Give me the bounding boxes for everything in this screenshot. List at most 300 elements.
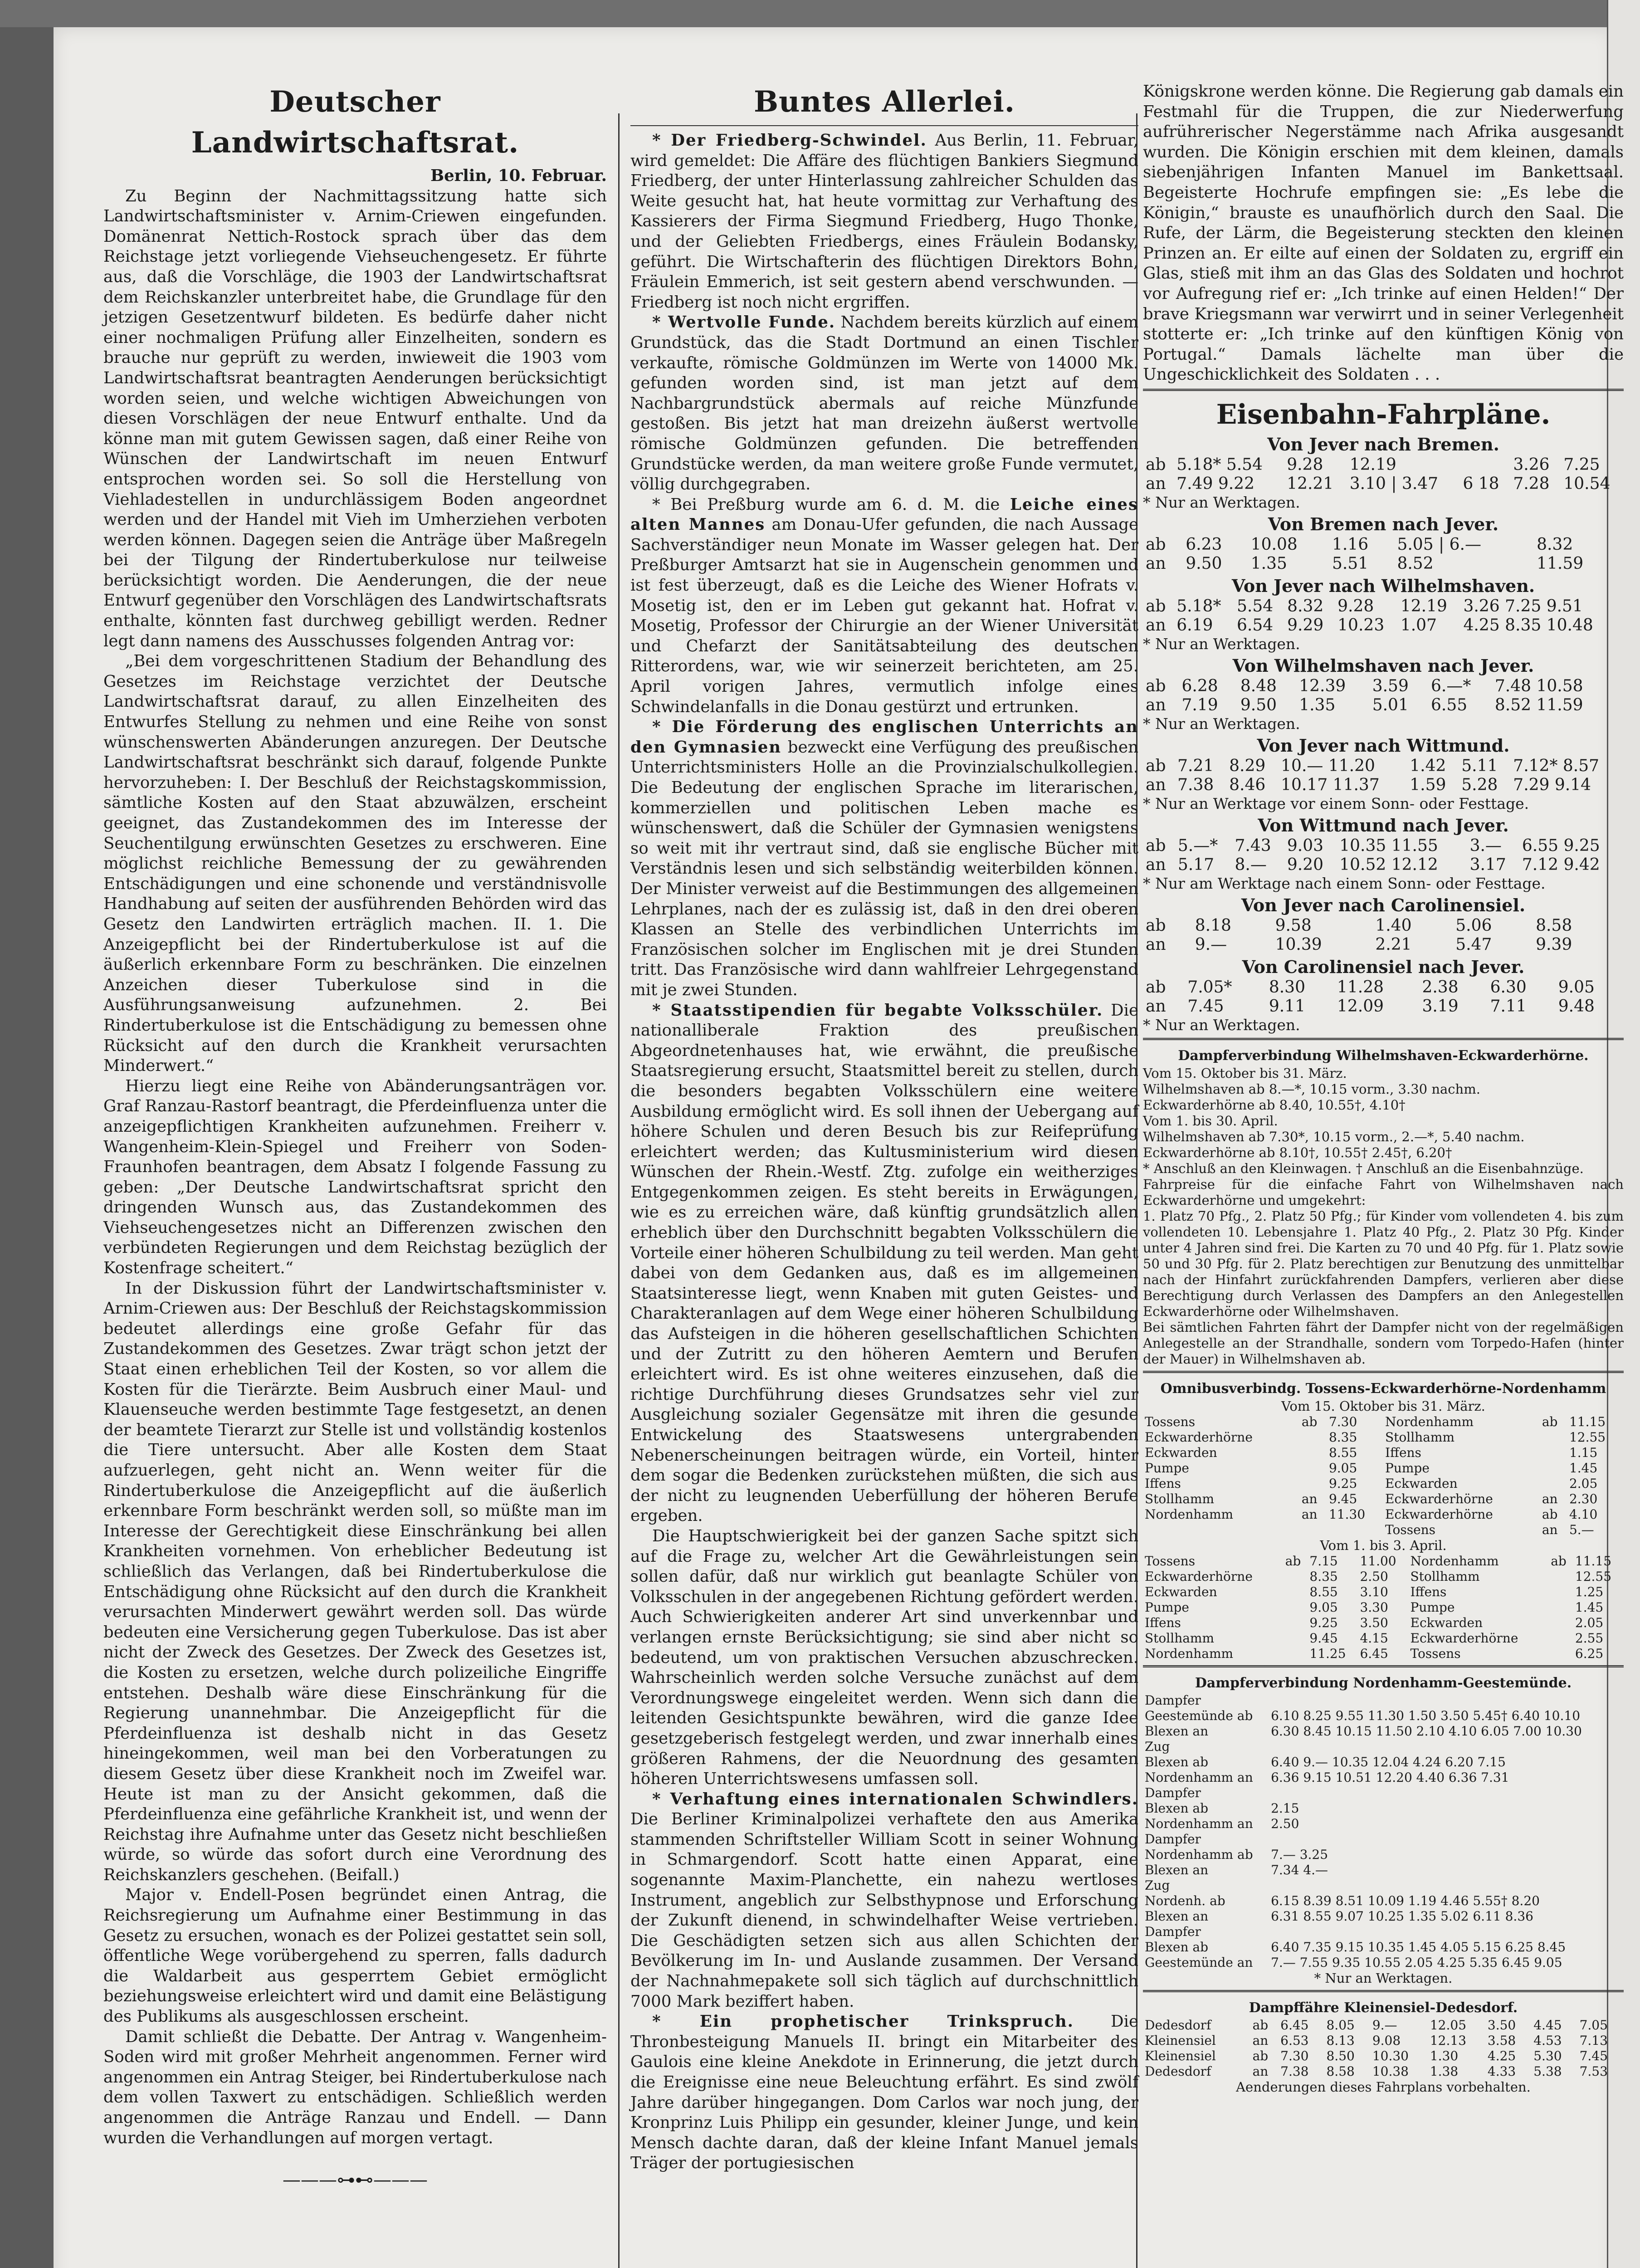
table-cell: Nordenhamm an xyxy=(1145,1769,1253,1785)
table-cell: Pumpe xyxy=(1410,1599,1455,1615)
time-cell: 6.19 xyxy=(1176,616,1213,635)
table-cell xyxy=(1549,1600,1573,1615)
table-cell: 7.05 xyxy=(1579,2017,1608,2033)
timetable-heading: Eisenbahn-Fahrpläne. xyxy=(1216,398,1551,430)
timetable-row xyxy=(1143,677,1624,696)
table-cell: 4.33 xyxy=(1487,2063,1516,2079)
table-cell: ab xyxy=(1551,1553,1567,1569)
time-cell: 1.35 xyxy=(1299,695,1336,714)
time-cell: an xyxy=(1146,997,1166,1016)
table-cell: Eckwarden xyxy=(1410,1615,1483,1630)
time-cell: 12.09 xyxy=(1337,997,1384,1016)
table-cell: 1.38 xyxy=(1430,2063,1459,2079)
time-cell: 1.42 xyxy=(1410,756,1446,775)
time-cell xyxy=(1460,455,1510,474)
schedule-line: * Anschluß an den Kleinwagen. † Anschluß an die Eisenbahnzüge. xyxy=(1143,1160,1584,1176)
ferry-schedule xyxy=(1143,1066,1624,1367)
table-cell: Blexen ab xyxy=(1145,1754,1209,1769)
time-cell: 5.54 xyxy=(1237,596,1274,616)
omnibus-table xyxy=(1143,1554,1624,1662)
table-row xyxy=(1143,1461,1624,1476)
table-row xyxy=(1143,1847,1624,1862)
time-cell: 5.28 xyxy=(1461,775,1498,794)
ferry-table xyxy=(1143,1693,1624,1970)
article-landwirtschaftsrat xyxy=(103,82,607,2194)
timetable-row xyxy=(1143,696,1624,715)
table-row xyxy=(1143,1600,1624,1615)
table-cell: Eckwarden xyxy=(1385,1476,1458,1491)
schedule-line: 1. Platz 70 Pfg., 2. Platz 50 Pfg.; für Kinder vom vollendeten 4. bis zum vollendeten 10. Lebensjahre 1. Platz 40 Pfg., 2. Platz 30 Pfg. Kinder unter 4 Jahren sind frei. Die Karten zu 70 und 40 Pfg. für 1. Platz sowie 50 und 30 Pfg. für 2. Platz berechtigen zur Benutzung des unmittelbar nach der Hinfahrt zurückfahrenden Dampfers, verlieren aber diese Berechtigung durch Verlassen des Dampfers an den Anlegestellen Eckwarderhörne oder Wilhelmshaven. xyxy=(1143,1208,1624,1319)
time-cell: 7.19 xyxy=(1181,695,1218,714)
time-cell: 9.— xyxy=(1195,935,1227,954)
table-cell: Eckwarderhörne xyxy=(1385,1506,1493,1522)
time-cell: 1.40 xyxy=(1375,916,1412,935)
time-cell: 6.28 xyxy=(1181,676,1218,695)
table-row xyxy=(1143,1631,1624,1646)
time-cell: 10.54 xyxy=(1563,474,1611,493)
table-cell xyxy=(1269,1878,1624,1893)
schedule-line: Eckwarderhörne ab 8.40, 10.55†, 4.10† xyxy=(1143,1097,1406,1113)
table-cell: Dampfer xyxy=(1145,1692,1201,1708)
table-cell: 2.30 xyxy=(1569,1491,1598,1506)
table-cell xyxy=(1300,1430,1327,1445)
time-cell: ab xyxy=(1146,535,1166,554)
time-cell: 5.47 xyxy=(1455,935,1492,954)
table-cell: 9.25 xyxy=(1328,1476,1357,1491)
table-row xyxy=(1143,1893,1624,1909)
table-cell: ab xyxy=(1542,1506,1558,1522)
table-cell xyxy=(1549,1646,1573,1662)
table-cell: Nordenhamm xyxy=(1385,1414,1474,1429)
table-cell: 9.05 xyxy=(1309,1599,1338,1615)
table-cell: Iffens xyxy=(1410,1584,1447,1599)
timetable-row xyxy=(1143,535,1624,554)
divider xyxy=(1143,1371,1624,1373)
table-cell: Nordenhamm an xyxy=(1145,1816,1253,1831)
table-cell: 1.30 xyxy=(1430,2048,1459,2063)
time-cell: 12.21 xyxy=(1287,474,1334,493)
table-cell xyxy=(1540,1430,1567,1445)
table-cell: 2.15 xyxy=(1271,1800,1299,1816)
table-cell: 11.15 xyxy=(1569,1414,1606,1429)
table-cell xyxy=(1269,1924,1624,1940)
news-item: * Die Förderung des englischen Unterrichts an den Gymnasien bezweckt eine Verfügung des preußischen Unterrichtsministers Holle an die Provinzialschulkollegien. Die Bedeutung der englischen Sprache im literarischen, kommerziellen und politischen Leben mache es wünschenswert, daß die Schüler der Gymnasien wenigstens so weit mit ihr vertraut sind, daß sie englische Bücher mit Verständnis lesen und sich selbständig weiterbilden können. Der Minister verweist auf die Bestimmungen des allgemeinen Lehrplanes, nach der es zulässig ist, daß in den drei oberen Klassen an Stelle des verbindlichen Unterrichts im Französischen solcher im Englischen mit je drei Stunden tritt. Das Französische wird dann wahlfreier Lehrgegenstand mit je zwei Stunden. xyxy=(630,718,1138,999)
table-cell: Blexen an xyxy=(1145,1908,1209,1924)
table-cell: 5.30 xyxy=(1533,2048,1562,2063)
table-cell: Tossens xyxy=(1385,1522,1436,1537)
divider xyxy=(1143,389,1624,391)
schedule-line: Fahrpreise für die einfache Fahrt von Wilhelmshaven nach Eckwarderhörne und umgekehrt: xyxy=(1143,1176,1624,1208)
table-cell: 6.45 xyxy=(1280,2017,1309,2033)
table-row xyxy=(1143,1646,1624,1662)
table-cell: Blexen an xyxy=(1145,1862,1209,1877)
timetable-footnote: * Nur an Werktagen. xyxy=(1143,1016,1300,1034)
schedule-line: Vom 15. Oktober bis 31. März. xyxy=(1143,1065,1347,1081)
time-cell: 3.19 xyxy=(1422,997,1459,1016)
time-cell: 8.58 xyxy=(1536,916,1572,935)
table-cell: 8.35 xyxy=(1328,1429,1357,1445)
timetable-row xyxy=(1143,997,1624,1016)
table-cell xyxy=(1284,1600,1308,1615)
table-row xyxy=(1143,1862,1624,1878)
time-cell: 10.17 11.37 xyxy=(1281,775,1380,794)
table-cell: 11.00 xyxy=(1360,1553,1396,1569)
table-cell xyxy=(1327,1522,1383,1538)
time-cell: 11.59 xyxy=(1537,554,1584,573)
omnibus-period: Vom 15. Oktober bis 31. März. xyxy=(1281,1398,1485,1414)
table-row xyxy=(1143,1491,1624,1507)
table-cell: ab xyxy=(1252,2048,1269,2063)
table-cell xyxy=(1549,1615,1573,1631)
table-cell: 8.35 xyxy=(1309,1569,1338,1584)
time-cell: ab xyxy=(1146,916,1166,935)
table-cell: Dampfer xyxy=(1145,1785,1201,1800)
timetable-footnote: * Nur an Werktagen. xyxy=(1143,493,1300,511)
table-cell: 3.50 xyxy=(1487,2017,1516,2033)
time-cell: 6.—* xyxy=(1431,676,1471,695)
table-cell: 8.13 xyxy=(1326,2033,1355,2048)
table-cell: 9.45 xyxy=(1328,1491,1357,1506)
table-row xyxy=(1143,1522,1624,1538)
table-cell: Kleinensiel xyxy=(1145,2048,1216,2063)
time-cell: 9.48 xyxy=(1558,997,1595,1016)
time-cell: 7.12 9.42 xyxy=(1522,855,1600,874)
time-cell: 8.18 xyxy=(1195,916,1231,935)
time-cell: 10.08 xyxy=(1250,535,1298,554)
table-cell: 8.58 xyxy=(1326,2063,1355,2079)
time-cell: 6.30 xyxy=(1490,978,1527,997)
table-cell: 2.50 xyxy=(1271,1816,1299,1831)
table-cell: 9.25 xyxy=(1309,1615,1338,1630)
time-cell: 5.11 xyxy=(1461,756,1498,775)
route-title: Von Jever nach Carolinensiel. xyxy=(1241,894,1526,915)
timetable-row xyxy=(1143,554,1624,573)
table-row xyxy=(1143,1832,1624,1847)
time-cell: 7.45 xyxy=(1187,997,1224,1016)
section-buntes-allerlei xyxy=(630,82,1138,2174)
table-cell xyxy=(1300,1476,1327,1491)
table-cell xyxy=(1284,1631,1308,1646)
time-cell: 9.29 xyxy=(1287,616,1324,635)
end-ornament: ———⊶⊷——— xyxy=(283,2170,428,2191)
table-cell: 3.10 xyxy=(1360,1584,1388,1599)
table-row xyxy=(1143,1414,1624,1430)
table-cell: Geestemünde an xyxy=(1145,1955,1253,1970)
table-row xyxy=(1143,1785,1624,1801)
time-cell: an xyxy=(1146,855,1166,874)
table-cell: Dedesdorf xyxy=(1145,2017,1211,2033)
table-cell: 3.30 xyxy=(1360,1599,1388,1615)
table-cell xyxy=(1284,1569,1308,1584)
time-cell: 2.38 xyxy=(1422,978,1459,997)
table-cell: Stollhamm xyxy=(1145,1491,1215,1506)
table-cell: 12.05 xyxy=(1430,2017,1467,2033)
news-item: * Staatsstipendien für begabte Volksschüler. Die nationalliberale Fraktion des preußischen Abgeordnetenhauses hat, wie erwähnt, die preußische Staatsregierung ersucht, Staatsmittel bereit zu stellen, durch die besonders begabten Volksschülern eine weitere Ausbildung ermöglicht wird. Es soll ihnen der Uebergang auf höhere Schulen und deren Besuch bis zur Reifeprüfung erleichtert werden; das Kultusministerium wird diesen Wünschen der Rhein.-Westf. Ztg. zufolge ein weitherziges Entgegenkommen zeigen. Es steht bereits in Erwägungen, wie es zu erreichen wäre, daß künftig grundsätzlich allen erheblich über den Durchschnitt begabten Volksschülern die Vorteile einer höheren Schulbildung zu teil werden. Man geht dabei von dem Gedanken aus, daß es im allgemeinen Staatsinteresse liegt, wenn Knaben mit guten Geistes- und Charakteranlagen auf dem Wege einer höheren Schulbildung das Aufsteigen in die höheren gesellschaftlichen Schichten und der Zutritt zu den höheren Aemtern und Berufen erleichtert wird. Es ist ohne weiteres einzusehen, daß die richtige Durchführung dieses Grundsatzes sehr viel zur Ausgleichung sozialer Gegensätze mit ihren die gesunde Entwickelung des Staatswesens untergrabenden Nebenerscheinungen beitragen würde, ein Vorteil, hinter dem sogar die Bedenken zurückstehen müßten, die sich aus der nicht zu leugnenden Ueberfüllung der höheren Berufe ergeben. xyxy=(630,1001,1138,1525)
table-cell: Zug xyxy=(1145,1877,1170,1893)
time-cell: 7.48 10.58 xyxy=(1494,676,1583,695)
timetable-row xyxy=(1143,455,1624,474)
time-cell: 7.38 xyxy=(1177,775,1214,794)
time-cell: 1.16 xyxy=(1332,535,1369,554)
table-cell: Nordenhamm ab xyxy=(1145,1847,1253,1862)
table-row xyxy=(1143,1615,1624,1631)
table-cell xyxy=(1300,1522,1327,1538)
table-cell: 4.15 xyxy=(1360,1630,1388,1646)
table-cell: 7.13 xyxy=(1579,2033,1608,2048)
time-cell: 11.28 xyxy=(1337,978,1384,997)
time-cell: 9.28 xyxy=(1337,596,1374,616)
table-row xyxy=(1143,2018,1624,2033)
table-cell: 6.30 8.45 10.15 11.50 2.10 4.10 6.05 7.00 10.30 xyxy=(1271,1723,1582,1739)
table-row xyxy=(1143,1569,1624,1584)
ferry-table xyxy=(1143,2018,1624,2079)
paragraph: Die Hauptschwierigkeit bei der ganzen Sache spitzt sich auf die Frage zu, welcher Art die Gewährleistungen sein sollen dafür, daß nur wirklich gut beanlagte Schüler von Volksschulen in der angegebenen Richtung gefördert werden. Auch Schwierigkeiten anderer Art sind unverkennbar und verlangen ernste Berücksichtigung; sie sind aber nicht so bedeutend, um von praktischen Versuchen abzuschrecken. Wahrscheinlich werden solche Versuche zunächst auf dem Verordnungswege eingeleitet werden. Wenn sich dann die leitenden Gesichtspunkte bewähren, wird die ganze Idee gesetzgeberisch festgelegt werden, und zwar innerhalb eines größeren Rahmens, der die Neuordnung des gesamten höheren Unterrichtswesens umfassen soll. xyxy=(630,1526,1138,1789)
time-cell: 7.49 9.22 xyxy=(1176,474,1254,493)
table-cell: Blexen ab xyxy=(1145,1800,1209,1816)
table-cell: an xyxy=(1301,1506,1318,1522)
time-cell: 8.32 xyxy=(1537,535,1573,554)
table-cell xyxy=(1269,1693,1624,1708)
ferry-title: Dampferverbindung Wilhelmshaven-Eckwarderhörne. xyxy=(1178,1047,1589,1064)
table-cell: Nordenhamm xyxy=(1145,1506,1234,1522)
timetable-row xyxy=(1143,474,1624,494)
table-cell xyxy=(1549,1569,1573,1584)
time-cell: 12.19 xyxy=(1349,455,1396,474)
table-cell: 6.25 xyxy=(1575,1646,1604,1661)
table-cell xyxy=(1269,1739,1624,1755)
time-cell: 5.18* 5.54 xyxy=(1176,455,1263,474)
table-cell: ab xyxy=(1542,1414,1558,1429)
table-cell: 9.45 xyxy=(1309,1630,1338,1646)
table-cell: 5.— xyxy=(1569,1522,1594,1537)
time-cell: 7.12* 8.57 xyxy=(1513,756,1600,775)
table-cell: Eckwarderhörne xyxy=(1410,1630,1518,1646)
time-cell: 9.50 xyxy=(1240,695,1277,714)
table-cell: Tossens xyxy=(1410,1646,1461,1661)
route-title: Von Jever nach Bremen. xyxy=(1267,434,1499,455)
railway-timetables xyxy=(1143,434,1624,1034)
table-cell: 4.45 xyxy=(1533,2017,1562,2033)
time-cell: ab xyxy=(1146,455,1166,474)
table-cell: 4.53 xyxy=(1533,2033,1562,2048)
table-cell: Eckwarden xyxy=(1145,1584,1217,1599)
table-cell xyxy=(1143,1522,1300,1538)
table-row xyxy=(1143,1476,1624,1491)
paragraph: Hierzu liegt eine Reihe von Abänderungsanträgen vor. Graf Ranzau-Rastorf beantragt, die Pferdeinfluenza unter die anzeigepflichtigen Krankheiten aufzunehmen. Freiherr v. Wangenheim-Klein-Spiegel und Freiherr von Soden-Fraunhofen beantragen, dem Absatz I folgende Fassung zu geben: „Der Deutsche Landwirtschaftsrat spricht den dringenden Wunsch aus, das Zustandekommen des Viehseuchengesetzes nicht an Differenzen zwischen den verbündeten Regierungen und dem Reichstag bezüglich der Kostenfrage scheitert.“ xyxy=(103,1076,607,1278)
schedule-line: Wilhelmshaven ab 7.30*, 10.15 vorm., 2.—*, 5.40 nachm. xyxy=(1143,1129,1525,1144)
time-cell: 7.43 xyxy=(1235,836,1271,855)
timetable-row xyxy=(1143,597,1624,616)
table-cell xyxy=(1540,1476,1567,1491)
table-cell: 6.40 7.35 9.15 10.35 1.45 4.05 5.15 6.25 8.45 xyxy=(1271,1939,1566,1955)
route-table xyxy=(1143,455,1624,494)
time-cell: 10.39 xyxy=(1275,935,1322,954)
time-cell: 3.26 xyxy=(1513,455,1550,474)
time-cell: 3.— xyxy=(1469,836,1502,855)
divider xyxy=(630,125,1138,126)
route-table xyxy=(1143,597,1624,635)
time-cell xyxy=(1615,554,1624,573)
table-cell: 2.50 xyxy=(1360,1569,1388,1584)
table-cell xyxy=(1284,1615,1308,1631)
time-cell: 5.18* xyxy=(1176,596,1221,616)
table-cell: Blexen an xyxy=(1145,1723,1209,1739)
divider xyxy=(1143,1038,1624,1040)
table-cell: 11.15 xyxy=(1575,1553,1612,1569)
time-cell: 2.21 xyxy=(1375,935,1412,954)
time-cell: 5.51 xyxy=(1332,554,1369,573)
news-item: * Wertvolle Funde. Nachdem bereits kürzlich auf einem Grundstück, das die Stadt Dortmund an einen Tischler verkaufte, römische Goldmünzen im Werte von 14000 Mk. gefunden worden sind, ist man jetzt auf dem Nachbargrundstück abermals auf reiche Münzfunde gestoßen. Bis jetzt hat man dreizehn äußerst wertvolle römische Goldmünzen gefunden. Die betreffenden Grundstücke werden, da man weitere große Funde vermutet, völlig durchgegraben. xyxy=(630,313,1139,494)
table-cell: 7.— 7.55 9.35 10.55 2.05 4.25 5.35 6.45 9.05 xyxy=(1271,1955,1562,1970)
timetable-row xyxy=(1143,776,1624,795)
table-cell: ab xyxy=(1285,1553,1301,1569)
table-cell: 1.45 xyxy=(1575,1599,1604,1615)
table-cell: ab xyxy=(1301,1414,1318,1429)
time-cell: 5.06 xyxy=(1455,916,1492,935)
timetable-footnote: * Nur am Werktage nach einem Sonn- oder Festtage. xyxy=(1143,874,1546,892)
table-cell xyxy=(1549,1584,1573,1600)
time-cell: 9.50 xyxy=(1186,554,1222,573)
time-cell: 6.54 xyxy=(1237,616,1274,635)
time-cell: 12.19 xyxy=(1400,596,1447,616)
route-title: Von Jever nach Wittmund. xyxy=(1257,735,1510,756)
footnote: * Nur an Werktagen. xyxy=(1314,1970,1453,1986)
time-cell: 6.55 9.25 xyxy=(1522,836,1600,855)
time-cell: 7.21 xyxy=(1177,756,1214,775)
paragraph: Damit schließt die Debatte. Der Antrag v. Wangenheim-Soden wird mit großer Mehrheit angenommen. Ferner wird angenommen ein Antrag Steiger, bei Rindertuberkulose nach dem vollen Taxwert zu entschädigen. Schließlich werden angenommen die Anträge Ranzau und Endell. — Dann wurden die Verhandlungen auf morgen vertagt. xyxy=(103,2027,607,2147)
time-cell: 8.29 xyxy=(1229,756,1266,775)
ferry-title: Dampffähre Kleinensiel-Dedesdorf. xyxy=(1249,1999,1518,2016)
table-cell: an xyxy=(1252,2063,1269,2079)
table-cell xyxy=(1549,1631,1573,1646)
table-cell xyxy=(1540,1445,1567,1461)
table-cell: Nordenhamm xyxy=(1410,1553,1499,1569)
table-cell: 7.30 xyxy=(1280,2048,1309,2063)
continued-text: Königskrone werden könne. Die Regierung gab damals ein Festmahl für die Truppen, die zur Niederwerfung aufrührerischer Negerstämme nach Afrika ausgesandt wurden. Die Königin erschien mit dem kleinen, damals siebenjährigen Infanten Manuel im Bankettsaal. Begeisterte Hochrufe empfingen sie: „Es lebe die Königin,“ brauste es unaufhörlich durch den Saal. Die Rufe, der Lärm, die Begeisterung steckten den kleinen Prinzen an. Er eilte auf einen der Soldaten zu, ergriff ein Glas, stieß mit ihm an das Glas des Soldaten und hochrot vor Aufregung rief er: „Ich trinke auf einen Helden!“ Der brave Kriegsmann war verwirrt und in seiner Verlegenheit stotterte er: „Ich trinke auf den künftigen König von Portugal.“ Damals lächelte man über die Ungeschicklichkeit des Soldaten . . . xyxy=(1143,82,1624,384)
time-cell: 1.59 xyxy=(1410,775,1446,794)
table-cell: Iffens xyxy=(1145,1615,1181,1630)
table-cell: Pumpe xyxy=(1145,1460,1189,1476)
timetable-footnote: * Nur an Werktage vor einem Sonn- oder Festtage. xyxy=(1143,794,1529,812)
table-cell: 6.40 9.— 10.35 12.04 4.24 6.20 7.15 xyxy=(1271,1754,1506,1769)
table-cell: ab xyxy=(1252,2017,1269,2033)
time-cell: 8.30 xyxy=(1269,978,1305,997)
table-row xyxy=(1143,2064,1624,2079)
omnibus-period: Vom 1. bis 3. April. xyxy=(1320,1537,1447,1553)
table-cell: Iffens xyxy=(1145,1476,1181,1491)
table-cell: 9.— xyxy=(1372,2017,1397,2033)
table-cell: 7.38 xyxy=(1280,2063,1309,2079)
table-cell: an xyxy=(1542,1491,1558,1506)
table-row xyxy=(1143,1445,1624,1461)
time-cell xyxy=(1613,916,1624,935)
time-cell: ab xyxy=(1146,756,1166,775)
table-cell: Dampfer xyxy=(1145,1831,1201,1847)
time-cell: 5.01 xyxy=(1372,695,1409,714)
footnote: Aenderungen dieses Fahrplans vorbehalten. xyxy=(1236,2079,1531,2095)
table-cell: 7.45 xyxy=(1579,2048,1608,2063)
column-timetables xyxy=(1143,82,1624,2095)
table-row xyxy=(1143,1878,1624,1893)
table-cell: 9.08 xyxy=(1372,2033,1401,2048)
table-cell: Nordenhamm xyxy=(1145,1646,1234,1661)
table-row xyxy=(1143,1693,1624,1708)
table-cell: 4.25 xyxy=(1487,2048,1516,2063)
table-cell: Kleinensiel xyxy=(1145,2033,1216,2048)
timetable-footnote: * Nur an Werktagen. xyxy=(1143,635,1300,653)
time-cell: 10.— 11.20 xyxy=(1281,756,1375,775)
table-row xyxy=(1143,1584,1624,1600)
table-row xyxy=(1143,1430,1624,1445)
table-cell xyxy=(1284,1646,1308,1662)
table-cell: Pumpe xyxy=(1385,1460,1430,1476)
schedule-line: Eckwarderhörne ab 8.10†, 10.55† 2.45†, 6.20† xyxy=(1143,1144,1452,1160)
time-cell: 7.11 xyxy=(1490,997,1527,1016)
time-cell: 8.48 xyxy=(1240,676,1277,695)
time-cell: an xyxy=(1146,474,1166,493)
table-cell xyxy=(1540,1461,1567,1476)
table-cell: 7.53 xyxy=(1579,2063,1608,2079)
table-cell: 10.38 xyxy=(1372,2063,1409,2079)
table-cell: 8.55 xyxy=(1309,1584,1338,1599)
table-cell: an xyxy=(1301,1491,1318,1506)
time-cell: 4.25 8.35 10.48 xyxy=(1463,616,1593,635)
table-cell: 6.10 8.25 9.55 11.30 1.50 3.50 5.45† 6.40 10.10 xyxy=(1271,1708,1581,1723)
time-cell: 10.52 12.12 xyxy=(1339,855,1438,874)
table-cell: Nordenh. ab xyxy=(1145,1893,1225,1908)
time-cell: an xyxy=(1146,775,1166,794)
table-cell xyxy=(1300,1461,1327,1476)
table-cell: 12.13 xyxy=(1430,2033,1467,2048)
paragraph: Major v. Endell-Posen begründet einen Antrag, die Reichsregierung um Aufnahme einer Bestimmung in das Gesetz zu ersuchen, wonach es der Polizei gestattet sein soll, öffentliche Wege vorübergehend zu sperren, falls dadurch die Waldarbeit aus gesperrtem Gebiet ermöglicht beziehungsweise erleichtert wird und damit eine Belästigung des Publikums als ausgeschlossen erscheint. xyxy=(103,1886,607,2026)
time-cell: an xyxy=(1146,695,1166,714)
time-cell: 9.28 xyxy=(1287,455,1323,474)
route-title: Von Wittmund nach Jever. xyxy=(1258,815,1509,836)
table-row xyxy=(1143,1708,1624,1724)
table-cell: an xyxy=(1252,2033,1269,2048)
table-row xyxy=(1143,1507,1624,1522)
table-cell: 6.45 xyxy=(1360,1646,1388,1661)
table-cell: 12.55 xyxy=(1569,1429,1606,1445)
page-binding xyxy=(0,27,54,2268)
table-cell xyxy=(1300,1445,1327,1461)
time-cell: 9.20 xyxy=(1287,855,1324,874)
timetable-row xyxy=(1143,978,1624,997)
time-cell: 6.23 xyxy=(1186,535,1222,554)
table-row xyxy=(1143,2048,1624,2064)
table-cell: 8.50 xyxy=(1326,2048,1355,2063)
time-cell: 5.17 xyxy=(1177,855,1215,874)
table-cell: 10.30 xyxy=(1372,2048,1409,2063)
table-cell: Eckwarderhörne xyxy=(1145,1569,1253,1584)
table-cell: Stollhamm xyxy=(1410,1569,1480,1584)
time-cell: 7.05* xyxy=(1187,978,1232,997)
timetable-row xyxy=(1143,855,1624,875)
table-cell: 2.55 xyxy=(1575,1630,1604,1646)
table-row xyxy=(1143,1770,1624,1785)
section-heading: Buntes Allerlei. xyxy=(753,85,1015,119)
table-cell: Eckwarderhörne xyxy=(1145,1429,1253,1445)
time-cell: 9.58 xyxy=(1275,916,1312,935)
table-cell: Geestemünde ab xyxy=(1145,1708,1253,1723)
route-table xyxy=(1143,677,1624,715)
news-item: * Ein prophetischer Trinkspruch. Die Thronbesteigung Manuels II. bringt ein Mitarbeiter des Gaulois eine kleine Anekdote in Erinnerung, die jetzt durch die Ereignisse eine neue Beleuchtung erfährt. Es sind zwölf Jahre darüber hingegangen. Dom Carlos war noch jung, der Kronprinz Luis Philipp ein gesunder, kleiner Junge, und kein Mensch dachte daran, daß der kleine Infant Manuel jemals Träger der portugiesischen xyxy=(630,2012,1138,2173)
table-cell xyxy=(1284,1584,1308,1600)
table-cell: 2.05 xyxy=(1575,1615,1604,1630)
table-cell: Tossens xyxy=(1145,1553,1196,1569)
time-cell: ab xyxy=(1146,836,1166,855)
time-cell: 1.07 xyxy=(1400,616,1437,635)
